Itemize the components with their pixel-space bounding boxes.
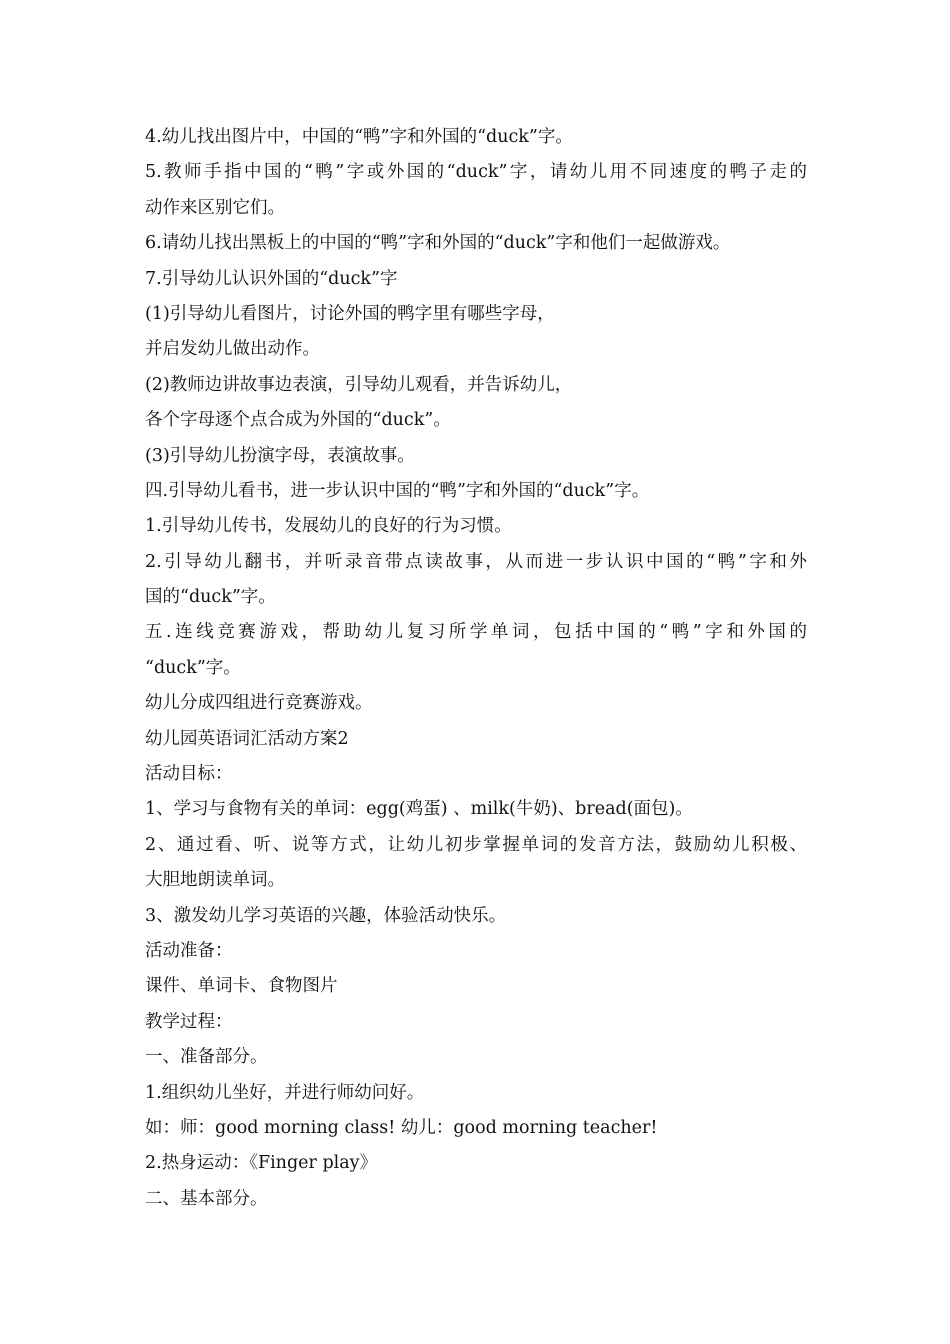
text-line: 7.引导幼儿认识外国的“duck”字 xyxy=(145,268,398,289)
text-line: (3)引导幼儿扮演字母，表演故事。 xyxy=(145,445,415,466)
text-line: (1)引导幼儿看图片，讨论外国的鸭字里有哪些字母， xyxy=(145,303,555,324)
text-line: 1.组织幼儿坐好，并进行师幼问好。 xyxy=(145,1082,425,1103)
text-line: 5.教师手指中国的“鸭”字或外国的“duck”字，请幼儿用不同速度的鸭子走的 xyxy=(145,162,807,183)
text-line: 2.热身运动：《Finger play》 xyxy=(145,1153,378,1174)
text-line: 幼儿分成四组进行竞赛游戏。 xyxy=(145,693,373,714)
text-line: “duck”字。 xyxy=(145,657,241,678)
text-line: 活动目标： xyxy=(145,764,233,785)
text-line: 并启发幼儿做出动作。 xyxy=(145,339,320,360)
text-line: 活动准备： xyxy=(145,940,233,961)
text-line: 6.请幼儿找出黑板上的中国的“鸭”字和外国的“duck”字和他们一起做游戏。 xyxy=(145,233,731,254)
text-line: 四.引导幼儿看书，进一步认识中国的“鸭”字和外国的“duck”字。 xyxy=(145,480,650,501)
text-line: 大胆地朗读单词。 xyxy=(145,870,285,891)
text-line: 一、准备部分。 xyxy=(145,1047,268,1068)
text-line: 2.引导幼儿翻书，并听录音带点读故事，从而进一步认识中国的“鸭”字和外 xyxy=(145,551,807,572)
text-line: 1.引导幼儿传书，发展幼儿的良好的行为习惯。 xyxy=(145,516,512,537)
text-line: 课件、单词卡、食物图片 xyxy=(145,976,338,997)
text-line: 教学过程： xyxy=(145,1011,233,1032)
text-line: (2)教师边讲故事边表演，引导幼儿观看，并告诉幼儿， xyxy=(145,374,573,395)
text-line: 五.连线竞赛游戏，帮助幼儿复习所学单词，包括中国的“鸭”字和外国的 xyxy=(145,622,807,643)
text-line: 二、基本部分。 xyxy=(145,1188,268,1209)
text-line: 动作来区别它们。 xyxy=(145,197,285,218)
text-line: 国的“duck”字。 xyxy=(145,587,276,608)
text-line: 4.幼儿找出图片中，中国的“鸭”字和外国的“duck”字。 xyxy=(145,127,573,147)
text-line: 如：师：good morning class! 幼儿：good morning teacher! xyxy=(145,1117,658,1138)
text-line: 1、学习与食物有关的单词：egg(鸡蛋) 、milk(牛奶)、bread(面包)。 xyxy=(145,799,693,820)
section-heading: 幼儿园英语词汇活动方案2 xyxy=(145,728,349,749)
text-line: 3、激发幼儿学习英语的兴趣，体验活动快乐。 xyxy=(145,905,507,926)
text-line: 各个字母逐个点合成为外国的“duck”。 xyxy=(145,410,451,431)
document-body xyxy=(145,120,807,1217)
text-line: 2、通过看、听、说等方式，让幼儿初步掌握单词的发音方法，鼓励幼儿积极、 xyxy=(145,834,807,855)
